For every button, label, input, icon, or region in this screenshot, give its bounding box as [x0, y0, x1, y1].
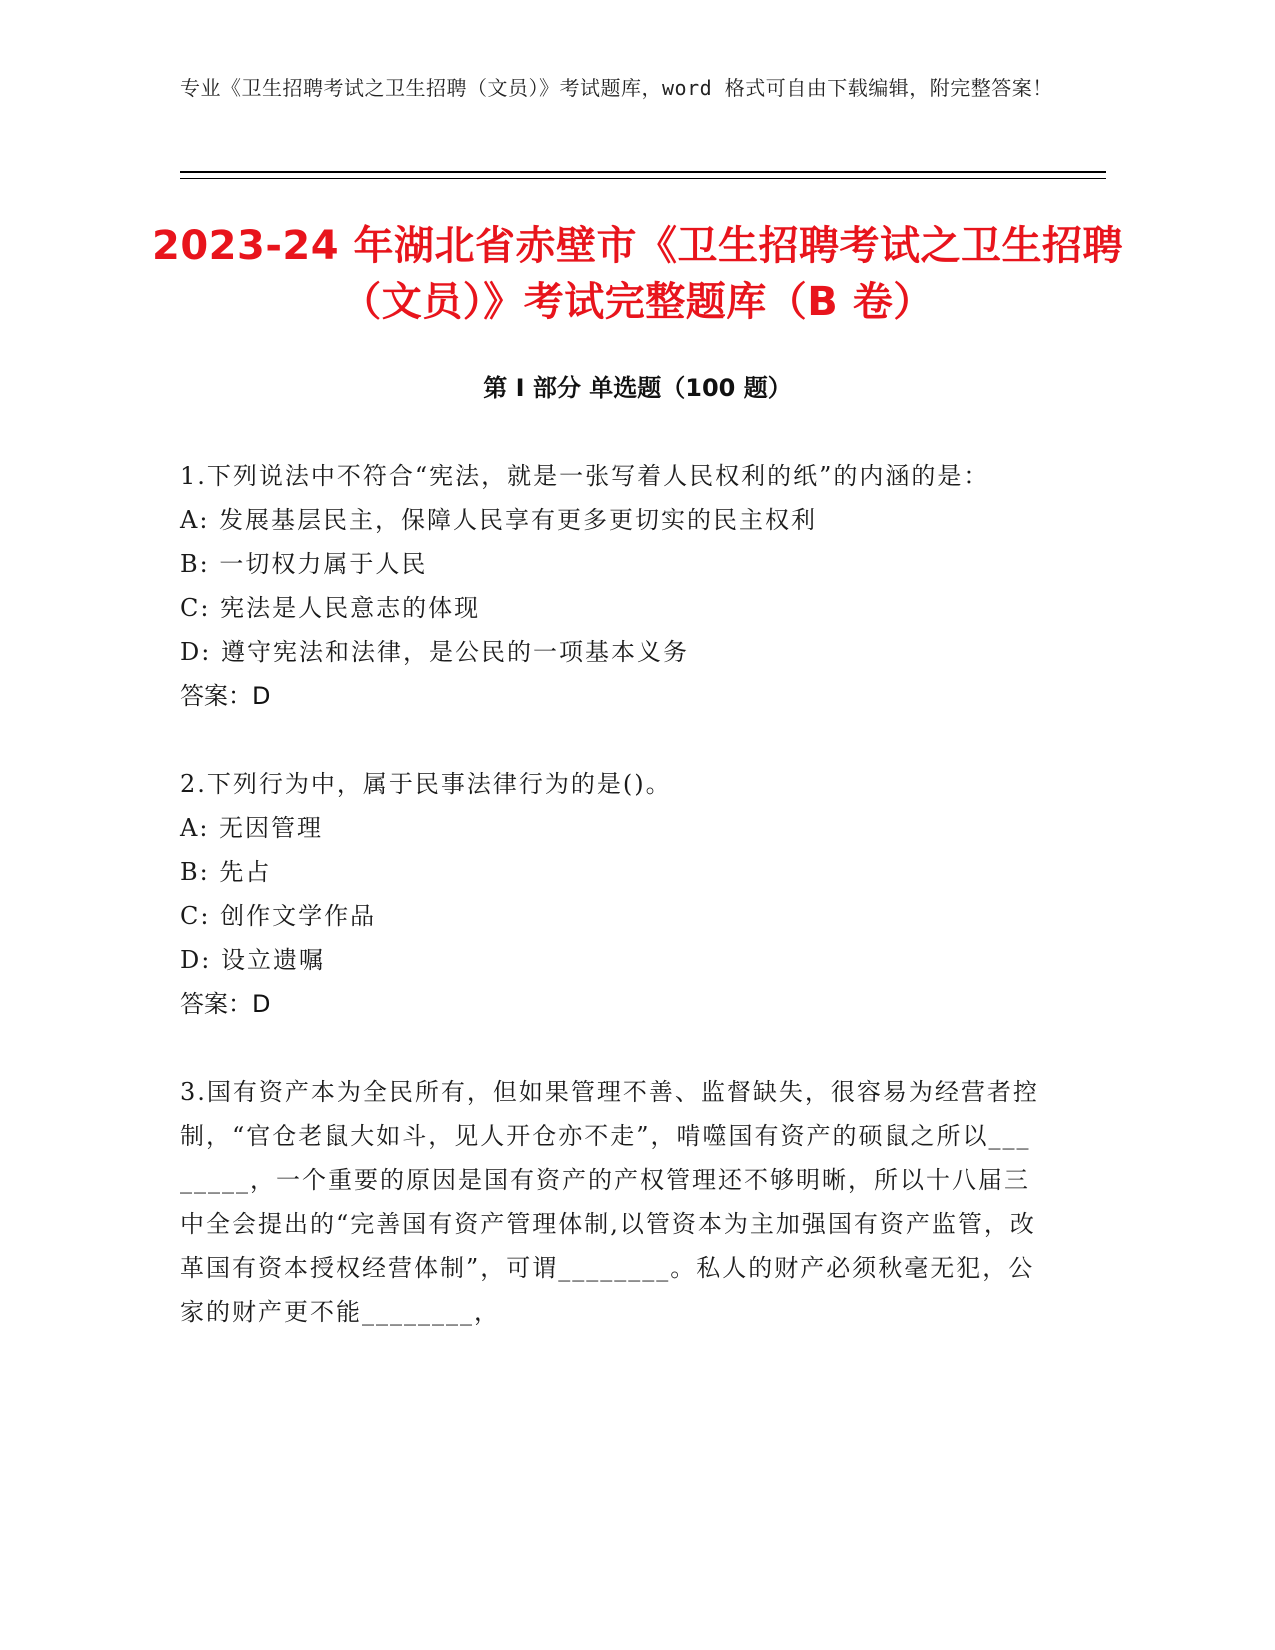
answer: 答案：D — [180, 682, 271, 710]
option-c: C: 宪法是人民意志的体现 — [180, 594, 481, 622]
question-stem: 2.下列行为中，属于民事法律行为的是()。 — [180, 770, 672, 798]
document-title: 2023-24 年湖北省赤壁市《卫生招聘考试之卫生招聘（文员）》考试完整题库（B 卷） — [151, 223, 1124, 325]
option-a: A: 无因管理 — [180, 814, 324, 842]
header-note: 专业《卫生招聘考试之卫生招聘（文员）》考试题库，word 格式可自由下载编辑，附完整答案！ — [180, 76, 1053, 100]
question-stem: 1.下列说法中不符合“宪法，就是一张写着人民权利的纸”的内涵的是： — [180, 462, 990, 490]
option-d: D: 设立遗嘱 — [180, 946, 325, 974]
section-heading: 第 I 部分 单选题（100 题） — [483, 374, 792, 402]
option-d: D: 遵守宪法和法律，是公民的一项基本义务 — [180, 638, 689, 666]
question-3 — [180, 1070, 1040, 1334]
answer: 答案：D — [180, 990, 271, 1018]
header-rule-thick — [180, 171, 1106, 173]
header-rule-thin — [180, 178, 1106, 179]
option-a: A: 发展基层民主，保障人民享有更多更切实的民主权利 — [180, 506, 818, 534]
option-b: B: 先占 — [180, 858, 272, 886]
question-2 — [180, 762, 1040, 1026]
question-stem: 3.国有资产本为全民所有，但如果管理不善、监督缺失，很容易为经营者控制，“官仓老鼠大如斗，见人开仓亦不走”，啃噬国有资产的硕鼠之所以________，一个重要的原因是国有资产的产权管理还不够明晰，所以十八届三中全会提出的“完善国有资产管理体制,以管资本为主加强国有资产监管，改革国有资本授权经营体制”，可谓________。私人的财产必须秋毫无犯，公家的财产更不能________， — [180, 1078, 1039, 1326]
option-b: B: 一切权力属于人民 — [180, 550, 428, 578]
question-list — [180, 454, 1040, 1378]
option-c: C: 创作文学作品 — [180, 902, 377, 930]
question-1 — [180, 454, 1040, 718]
